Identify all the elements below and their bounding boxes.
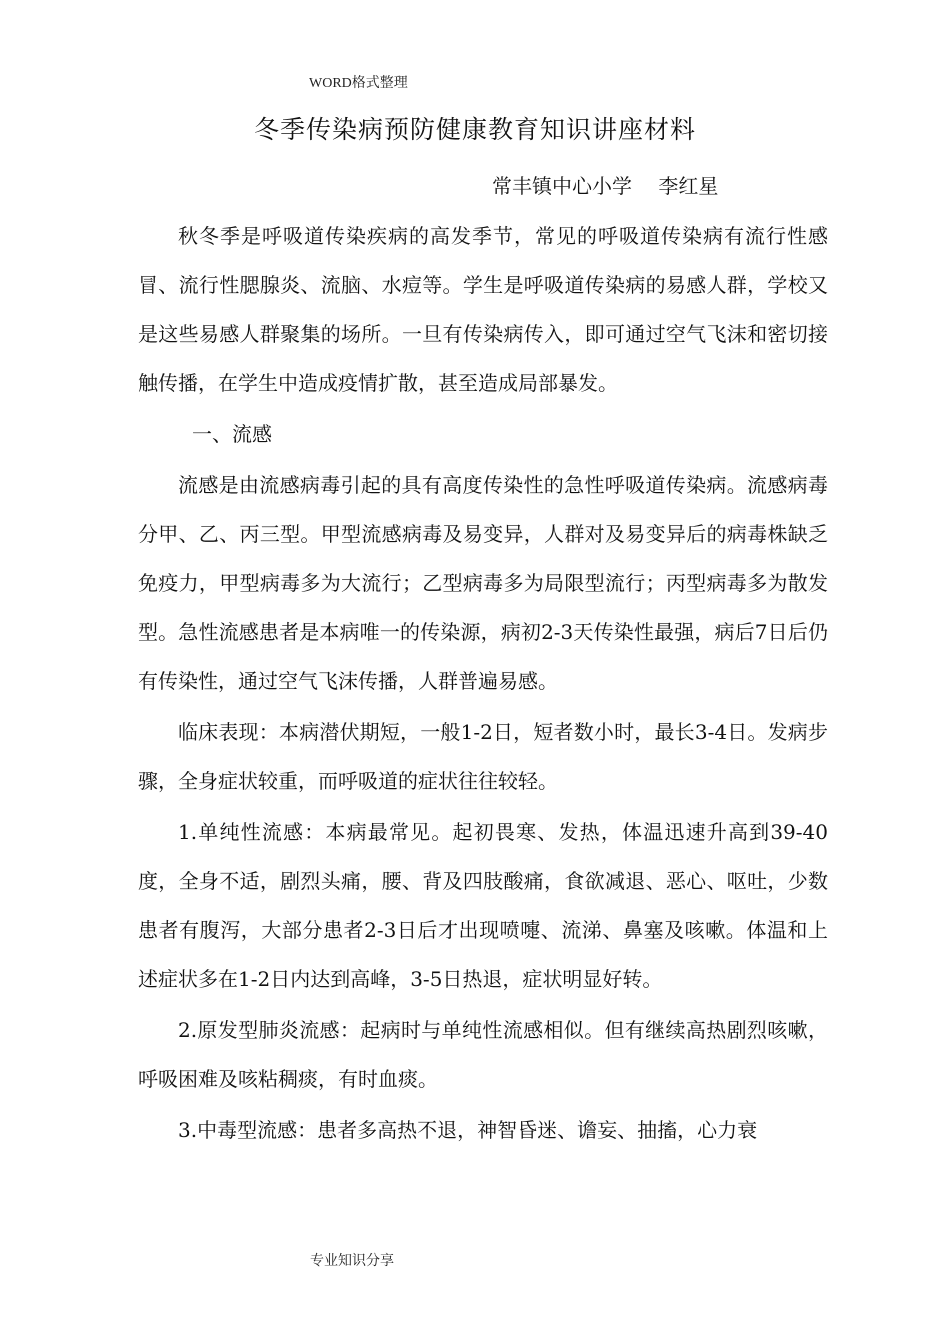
paragraph-simple-flu: 1.单纯性流感：本病最常见。起初畏寒、发热，体温迅速升高到39-40度，全身不适，剧烈头痛，腰、背及四肢酸痛，食欲减退、恶心、呕吐，少数患者有腹泻，大部分患者2-3日后才出现喷嚏、流涕、鼻塞及咳嗽。体温和上述症状多在1-2日内达到高峰，3-5日热退，症状明显好转。 bbox=[138, 820, 828, 991]
author-line: 常丰镇中心小学 李红星 bbox=[492, 174, 719, 198]
paragraph-flu-definition: 流感是由流感病毒引起的具有高度传染性的急性呼吸道传染病。流感病毒分甲、乙、丙三型。甲型流感病毒及易变异，人群对及易变异后的病毒株缺乏免疫力，甲型病毒多为大流行；乙型病毒多为局限型流行；丙型病毒多为散发型。急性流感患者是本病唯一的传染源，病初2-3天传染性最强，病后7日后仍有传染性，通过空气飞沫传播，人群普遍易感。 bbox=[138, 473, 828, 693]
section-heading-flu: 一、流感 bbox=[192, 422, 272, 446]
paragraph-pneumonia-flu: 2.原发型肺炎流感：起病时与单纯性流感相似。但有继续高热剧烈咳嗽，呼吸困难及咳粘稠痰，有时血痰。 bbox=[138, 1018, 828, 1091]
paragraph-intro: 秋冬季是呼吸道传染疾病的高发季节，常见的呼吸道传染病有流行性感冒、流行性腮腺炎、流脑、水痘等。学生是呼吸道传染病的易感人群，学校又是这些易感人群聚集的场所。一旦有传染病传入，即可通过空气飞沫和密切接触传播，在学生中造成疫情扩散，甚至造成局部暴发。 bbox=[138, 224, 828, 395]
document-body bbox=[138, 212, 828, 1157]
footer-note: 专业知识分享 bbox=[310, 1253, 394, 1269]
paragraph-clinical: 临床表现：本病潜伏期短，一般1-2日，短者数小时，最长3-4日。发病步骤，全身症状较重，而呼吸道的症状往往较轻。 bbox=[138, 720, 828, 793]
document-title: 冬季传染病预防健康教育知识讲座材料 bbox=[253, 115, 696, 144]
header-note: WORD格式整理 bbox=[309, 76, 408, 91]
paragraph-toxic-flu: 3.中毒型流感：患者多高热不退，神智昏迷、谵妄、抽搐，心力衰 bbox=[178, 1118, 758, 1142]
